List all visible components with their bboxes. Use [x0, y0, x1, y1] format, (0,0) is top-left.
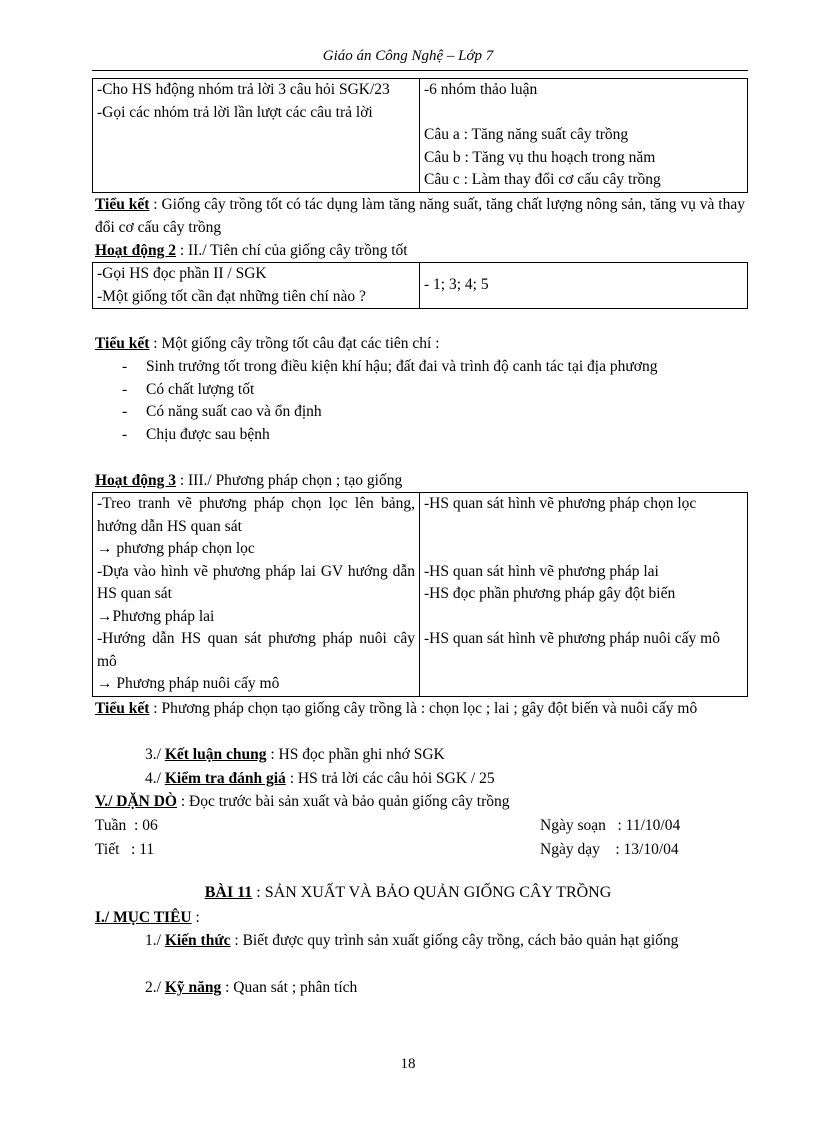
assessment-text: : HS trả lời các câu hỏi SGK / 25 — [285, 770, 495, 787]
skills-prefix: 2./ — [145, 979, 165, 996]
criteria-item: - Sinh trưởng tốt trong điều kiện khí hậu; đất đai và trình độ canh tác tại địa phương — [120, 356, 745, 379]
summary-text: : Phương pháp chọn tạo giống cây trồng là : chọn lọc ; lai ; gây đột biến và nuôi cấy mô — [149, 700, 698, 717]
week-label: Tuần : 06 — [95, 817, 158, 834]
knowledge-line — [95, 930, 745, 953]
homework-label: V./ DẶN DÒ — [95, 793, 177, 810]
student-step: -HS quan sát hình vẽ phương pháp lai — [424, 562, 659, 580]
student-step: Câu a : Tăng năng suất cây trồng — [424, 126, 629, 143]
activity-text: : II./ Tiên chí của giống cây trồng tốt — [175, 242, 408, 259]
student-step: -HS đọc phần phương pháp gây đột biến — [424, 585, 676, 602]
student-step: Câu c : Làm thay đổi cơ cấu cây trồng — [424, 171, 661, 188]
teacher-column — [93, 493, 420, 697]
knowledge-prefix: 1./ — [145, 932, 165, 949]
conclusion-line — [95, 744, 745, 767]
student-step: Câu b : Tăng vụ thu hoạch trong năm — [424, 148, 656, 166]
skills-text: : Quan sát ; phân tích — [221, 979, 358, 996]
objectives-suffix: : — [191, 909, 200, 926]
student-step: -HS quan sát hình vẽ phương pháp chọn lọc — [424, 495, 697, 512]
activity-2-heading — [95, 240, 745, 263]
teacher-step: -Hướng dẫn HS quan sát phương pháp nuôi cây mô — [97, 630, 415, 670]
student-step: -6 nhóm thảo luận — [424, 81, 538, 98]
activity-label: Hoạt động 2 — [95, 242, 176, 259]
student-column — [420, 79, 748, 193]
prep-date: Ngày soạn : 11/10/04 — [540, 817, 681, 834]
teacher-column — [93, 263, 420, 309]
objectives-label: I./ MỤC TIÊU — [95, 909, 192, 926]
activity1-table — [92, 78, 748, 193]
period-label: Tiết : 11 — [95, 841, 155, 858]
teacher-step: →Phương pháp lai — [97, 607, 215, 625]
homework-line — [95, 791, 745, 814]
period-row — [95, 839, 745, 862]
blank-line — [424, 606, 743, 629]
summary-2 — [95, 333, 745, 356]
skills-line — [95, 977, 745, 1000]
student-column — [420, 493, 748, 697]
blank-line — [424, 102, 743, 125]
lesson-label: BÀI 11 — [204, 884, 253, 901]
page-header: Giáo án Công Nghệ – Lớp 7 — [322, 48, 494, 64]
objectives-heading — [95, 907, 745, 930]
teacher-step: -Một giống tốt cần đạt những tiên chí nào ? — [97, 287, 366, 305]
teacher-step: -Dựa vào hình vẽ phương pháp lai GV hướng dẫn HS quan sát — [97, 562, 415, 602]
summary-1 — [95, 194, 745, 239]
criteria-item: - Có chất lượng tốt — [120, 379, 745, 402]
student-answer: - 1; 3; 4; 5 — [424, 276, 489, 294]
assessment-line — [95, 768, 745, 791]
conclusion-label: Kết luận chung — [164, 746, 267, 763]
assessment-label: Kiểm tra đánh giá — [164, 770, 286, 787]
lesson-name: : SẢN XUẤT VÀ BẢO QUẢN GIỐNG CÂY TRỒNG — [252, 884, 612, 901]
page-number: 18 — [400, 1056, 416, 1072]
teacher-step: → Phương pháp nuôi cấy mô — [97, 675, 280, 692]
summary-label: Tiểu kết — [95, 335, 150, 352]
lesson-title — [0, 884, 816, 902]
activity-3-heading — [95, 470, 745, 493]
activity-label: Hoạt động 3 — [95, 472, 176, 489]
summary-3 — [95, 698, 745, 721]
summary-label: Tiểu kết — [95, 196, 150, 213]
skills-label: Kỹ năng — [164, 979, 222, 996]
summary-label: Tiểu kết — [95, 700, 150, 717]
header-rule — [92, 70, 748, 71]
activity2-table — [92, 262, 748, 309]
criteria-item: - Chịu được sau bệnh — [120, 424, 745, 447]
blank-line — [424, 516, 743, 561]
homework-text: : Đọc trước bài sản xuất và bảo quản giống cây trồng — [176, 793, 510, 810]
teacher-step: -Gọi HS đọc phần II / SGK — [97, 265, 267, 282]
teacher-step: -Gọi các nhóm trả lời lần lượt các câu trả lời — [97, 103, 373, 121]
summary-text: : Một giống cây trồng tốt câu đạt các tiên chí : — [149, 335, 440, 352]
criteria-list — [120, 356, 745, 446]
teacher-step: -Cho HS hđộng nhóm trả lời 3 câu hỏi SGK/23 — [97, 81, 390, 98]
knowledge-label: Kiến thức — [164, 932, 231, 949]
teacher-column — [93, 79, 420, 193]
student-column — [420, 263, 748, 309]
teacher-step: → phương pháp chọn lọc — [97, 540, 255, 557]
teach-date: Ngày dạy : 13/10/04 — [540, 841, 679, 858]
assessment-prefix: 4./ — [145, 770, 165, 787]
activity3-table — [92, 492, 748, 697]
criteria-item: - Có năng suất cao và ổn định — [120, 401, 745, 424]
summary-text: : Giống cây trồng tốt có tác dụng làm tăng năng suất, tăng chất lượng nông sản, tăng vụ và thay đổi cơ cấu cây trồng — [95, 196, 745, 236]
student-step: -HS quan sát hình vẽ phương pháp nuôi cấy mô — [424, 630, 720, 647]
activity-text: : III./ Phương pháp chọn ; tạo giống — [175, 472, 403, 489]
knowledge-text: : Biết được quy trình sản xuất giống cây trồng, cách bảo quản hạt giống — [230, 932, 679, 949]
conclusion-prefix: 3./ — [145, 746, 165, 763]
teacher-step: -Treo tranh vẽ phương pháp chọn lọc lên bảng, hướng dẫn HS quan sát — [97, 495, 415, 535]
conclusion-text: : HS đọc phần ghi nhớ SGK — [266, 746, 445, 763]
week-row — [95, 815, 745, 838]
